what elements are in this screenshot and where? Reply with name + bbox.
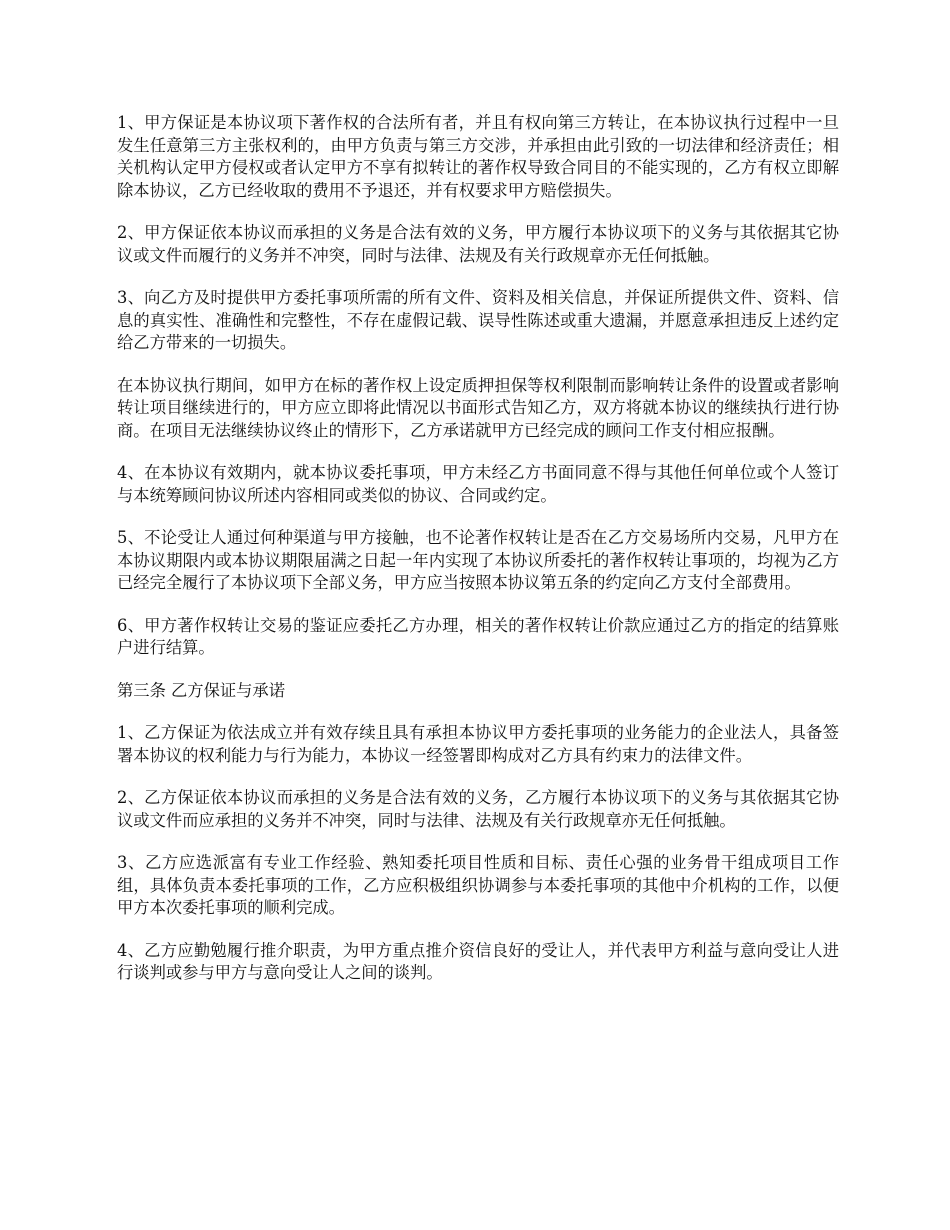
section-paragraph-1: 1、乙方保证为依法成立并有效存续且具有承担本协议甲方委托事项的业务能力的企业法人，具备签署本协议的权利能力与行为能力，本协议一经签署即构成对乙方具有约束力的法律文件。 [117, 723, 839, 765]
section-paragraph-4: 4、乙方应勤勉履行推介职责，为甲方重点推介资信良好的受让人，并代表甲方利益与意向受让人进行谈判或参与甲方与意向受让人之间的谈判。 [117, 940, 839, 982]
document-page [117, 112, 839, 1005]
paragraph-7: 6、甲方著作权转让交易的鉴证应委托乙方办理，相关的著作权转让价款应通过乙方的指定的结算账户进行结算。 [117, 615, 839, 657]
section-paragraph-3: 3、乙方应选派富有专业工作经验、熟知委托项目性质和目标、责任心强的业务骨干组成项目工作组，具体负责本委托事项的工作，乙方应积极组织协调参与本委托事项的其他中介机构的工作，以便甲方本次委托事项的顺利完成。 [117, 853, 839, 917]
paragraph-5: 4、在本协议有效期内，就本协议委托事项，甲方未经乙方书面同意不得与其他任何单位或个人签订与本统筹顾问协议所述内容相同或类似的协议、合同或约定。 [117, 463, 839, 505]
paragraph-1: 1、甲方保证是本协议项下著作权的合法所有者，并且有权向第三方转让，在本协议执行过程中一旦发生任意第三方主张权利的，由甲方负责与第三方交涉，并承担由此引致的一切法律和经济责任；相关机构认定甲方侵权或者认定甲方不享有拟转让的著作权导致合同目的不能实现的，乙方有权立即解除本协议，乙方已经收取的费用不予退还，并有权要求甲方赔偿损失。 [117, 113, 839, 200]
paragraph-2: 2、甲方保证依本协议而承担的义务是合法有效的义务，甲方履行本协议项下的义务与其依据其它协议或文件而履行的义务并不冲突，同时与法律、法规及有关行政规章亦无任何抵触。 [117, 223, 839, 265]
paragraph-4: 在本协议执行期间，如甲方在标的著作权上设定质押担保等权利限制而影响转让条件的设置或者影响转让项目继续进行的，甲方应立即将此情况以书面形式告知乙方，双方将就本协议的继续执行进行协商。在项目无法继续协议终止的情形下，乙方承诺就甲方已经完成的顾问工作支付相应报酬。 [117, 375, 839, 440]
section-paragraph-2: 2、乙方保证依本协议而承担的义务是合法有效的义务，乙方履行本协议项下的义务与其依据其它协议或文件而应承担的义务并不冲突，同时与法律、法规及有关行政规章亦无任何抵触。 [117, 788, 839, 830]
paragraph-6: 5、不论受让人通过何种渠道与甲方接触，也不论著作权转让是否在乙方交易场所内交易，凡甲方在本协议期限内或本协议期限届满之日起一年内实现了本协议所委托的著作权转让事项的，均视为乙方已经完全履行了本协议项下全部义务，甲方应当按照本协议第五条的约定向乙方支付全部费用。 [117, 528, 839, 592]
paragraph-3: 3、向乙方及时提供甲方委托事项所需的所有文件、资料及相关信息，并保证所提供文件、资料、信息的真实性、准确性和完整性，不存在虚假记载、误导性陈述或重大遗漏，并愿意承担违反上述约定给乙方带来的一切损失。 [117, 288, 839, 352]
section-heading: 第三条 乙方保证与承诺 [117, 680, 285, 700]
